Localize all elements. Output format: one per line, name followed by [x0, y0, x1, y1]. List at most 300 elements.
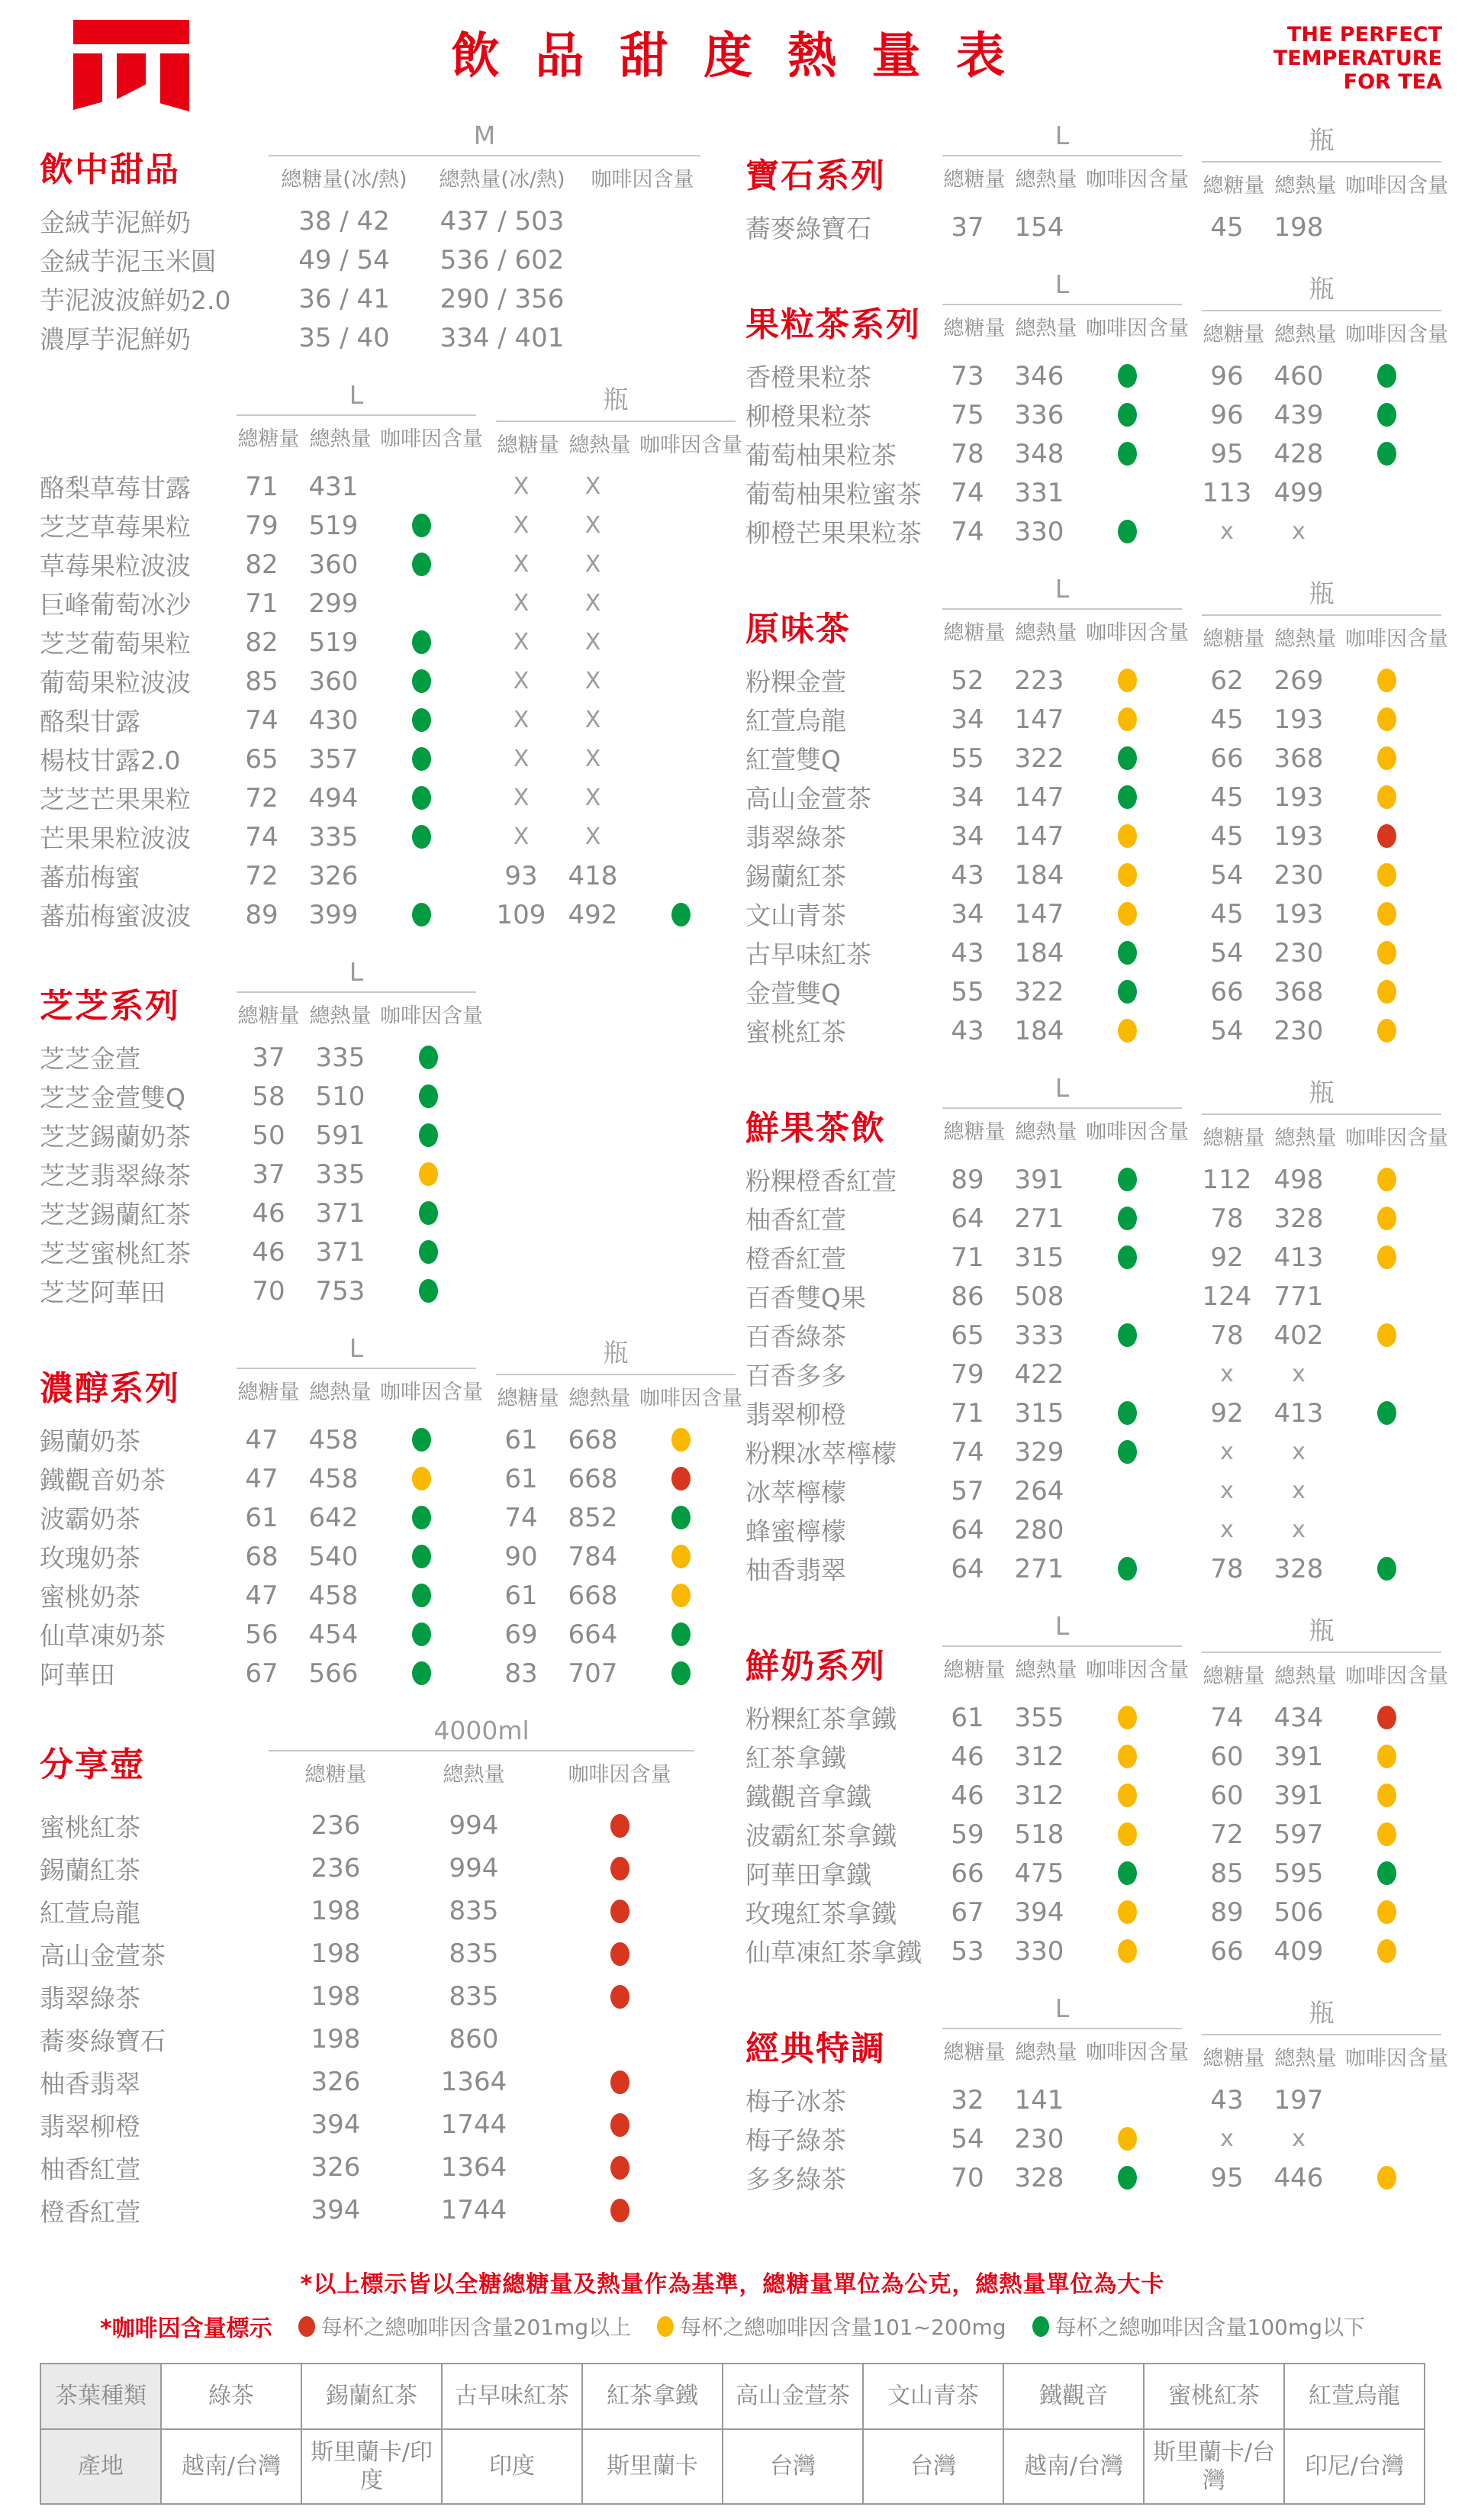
size-group-headers [237, 957, 483, 1029]
calorie-value: 454 [308, 1619, 359, 1650]
calorie-value: 510 [315, 1081, 365, 1112]
section-fresh-fruit-tea [745, 1073, 1448, 1588]
caffeine-legend [0, 2309, 1465, 2343]
caffeine-dot-yellow [1377, 707, 1396, 731]
sugar-value: 61 [245, 1502, 279, 1533]
sugar-value: 55 [951, 743, 984, 774]
caffeine-dot-yellow [1118, 2127, 1137, 2151]
sugar-value: X [513, 823, 530, 850]
caffeine-dot-red [610, 1857, 629, 1880]
table-row [40, 2146, 729, 2189]
calorie-value: 230 [1273, 937, 1324, 968]
caffeine-cell [1079, 1440, 1175, 1464]
value-group [489, 668, 729, 694]
section-rows [745, 661, 1434, 1050]
sugar-value: 54 [1210, 937, 1244, 968]
section-header [40, 1716, 729, 1787]
table-row [40, 1537, 729, 1576]
caffeine-dot-yellow [1377, 1745, 1396, 1768]
calorie-value: 290 / 356 [440, 283, 565, 314]
value-group [1195, 977, 1434, 1007]
sugar-value: 95 [1210, 438, 1244, 469]
tea-type-cell: 綠茶 [161, 2364, 301, 2429]
calorie-value: 668 [568, 1580, 618, 1611]
value-group [230, 900, 469, 930]
drink-name: 紅萱烏龍 [745, 706, 846, 736]
value-group [230, 588, 469, 619]
caffeine-dot-red [298, 2316, 315, 2337]
tea-type-cell: 鐵觀音 [1003, 2364, 1144, 2429]
caffeine-cell [380, 1279, 476, 1303]
drink-name: 蕃茄梅蜜波波 [40, 901, 191, 931]
section-header [745, 269, 1448, 347]
sugar-value: 64 [951, 1203, 984, 1234]
column-header: 總熱量 [1274, 2047, 1337, 2070]
caffeine-cell [373, 669, 469, 693]
column-header: 總糖量 [943, 1120, 1006, 1144]
value-group [935, 1437, 1175, 1468]
caffeine-cell [1079, 442, 1175, 466]
size-label: 瓶 [1202, 121, 1441, 163]
caffeine-dot-yellow [1377, 2166, 1396, 2190]
section-title: 寶石系列 [745, 156, 886, 195]
value-group [1195, 899, 1434, 930]
sugar-value: X [513, 785, 530, 811]
calorie-value: 322 [1014, 976, 1064, 1007]
caffeine-cell [545, 1814, 694, 1838]
sugar-value: 49 / 54 [298, 244, 390, 276]
section-title-box [745, 601, 942, 652]
calorie-value: 707 [568, 1658, 618, 1689]
section-fruit-tea-series [745, 269, 1448, 551]
sugar-value: 46 [252, 1197, 285, 1229]
column-header: 總糖量 [943, 2041, 1006, 2064]
column-headers [237, 999, 483, 1029]
table-row [745, 778, 1434, 817]
value-group [489, 1425, 729, 1455]
table-row [40, 740, 729, 778]
caffeine-dot-yellow [1377, 1168, 1396, 1191]
value-group [1195, 400, 1434, 430]
tea-type-cell: 紅萱烏龍 [1284, 2364, 1425, 2429]
sugar-value: 72 [1210, 1819, 1244, 1850]
sugar-value: x [1220, 1439, 1234, 1465]
calorie-value: 394 [1014, 1896, 1064, 1928]
drink-name: 翡翠柳橙 [40, 2111, 140, 2141]
caffeine-cell [1338, 1401, 1434, 1425]
drink-name: 蕃茄梅蜜 [40, 862, 140, 892]
size-group [1202, 1993, 1448, 2071]
caffeine-cell [633, 1623, 729, 1646]
column-header: 咖啡因含量 [639, 1387, 742, 1410]
calorie-value: 591 [315, 1120, 365, 1151]
caffeine-dot-yellow [1377, 785, 1396, 809]
size-group [1202, 269, 1448, 347]
caffeine-dot-yellow [1377, 746, 1396, 770]
drink-name: 錫蘭奶茶 [40, 1426, 140, 1456]
sugar-value: 73 [951, 360, 984, 392]
table-row [745, 894, 1434, 933]
column-header: 總糖量 [943, 1658, 1006, 1682]
calorie-value: 860 [449, 2024, 499, 2054]
caffeine-cell [1338, 442, 1434, 466]
sugar-value: 34 [951, 781, 984, 813]
origin-cell: 台灣 [723, 2429, 863, 2504]
value-group [935, 2124, 1175, 2154]
table-row [745, 1893, 1434, 1932]
section-rows [40, 467, 729, 934]
caffeine-dot-green [412, 514, 431, 537]
sugar-value: 35 / 40 [298, 322, 390, 353]
sugar-value: 45 [1210, 820, 1244, 852]
sugar-value: 64 [951, 1514, 984, 1545]
size-group [942, 121, 1189, 198]
sugar-value: 43 [951, 937, 984, 968]
legend-item [657, 2311, 1006, 2341]
sugar-value: 34 [951, 704, 984, 735]
content-columns [0, 121, 1465, 2254]
value-group [1195, 1242, 1434, 1273]
tea-type-row-label: 茶葉種類 [40, 2364, 161, 2429]
calorie-value: 198 [1273, 211, 1324, 243]
calorie-value: 460 [1273, 360, 1324, 392]
caffeine-dot-green [1118, 941, 1137, 965]
value-group [269, 1896, 694, 1926]
right-column [745, 121, 1448, 2220]
table-row [40, 1420, 729, 1459]
value-group [237, 1081, 476, 1112]
calorie-value: 391 [1014, 1164, 1064, 1195]
caffeine-cell [1079, 1822, 1175, 1846]
table-row [745, 817, 1434, 856]
sugar-value: 394 [311, 2195, 361, 2225]
value-group [935, 1897, 1175, 1928]
value-group [1195, 704, 1434, 735]
origin-cell: 越南/台灣 [161, 2429, 301, 2504]
caffeine-cell [1079, 707, 1175, 731]
drink-name: 鐵觀音拿鐵 [745, 1782, 871, 1812]
column-header: 咖啡因含量 [639, 433, 742, 457]
sugar-value: 82 [245, 549, 279, 580]
section-header [40, 380, 742, 458]
table-row [745, 1011, 1434, 1050]
origin-row-label: 產地 [40, 2429, 161, 2504]
sugar-value: 43 [951, 1015, 984, 1046]
calorie-value: 330 [1014, 1935, 1064, 1967]
size-group-headers [942, 1993, 1448, 2071]
caffeine-cell [1338, 1784, 1434, 1807]
caffeine-cell [380, 1162, 476, 1186]
tagline-line: THE PERFECT [1286, 23, 1442, 47]
drink-name: 錫蘭紅茶 [745, 862, 846, 891]
calorie-value: 184 [1014, 859, 1064, 891]
caffeine-cell [545, 2156, 694, 2180]
caffeine-cell [1338, 1557, 1434, 1581]
caffeine-cell [633, 1545, 729, 1568]
sugar-value: 112 [1202, 1164, 1252, 1195]
drink-name: 蕎麥綠寶石 [40, 2025, 166, 2056]
tea-origin-table-wrap [0, 2363, 1465, 2505]
sugar-value: 78 [1210, 1320, 1244, 1351]
section-fruit-specials [40, 380, 742, 934]
value-group [237, 1198, 476, 1229]
column-header: 總熱量 [1015, 2041, 1077, 2064]
table-row [40, 2189, 729, 2232]
value-group [489, 1464, 729, 1494]
calorie-value: 368 [1273, 743, 1324, 774]
calorie-value: 371 [315, 1236, 365, 1268]
calorie-value: x [1292, 518, 1306, 545]
value-group [1195, 212, 1434, 243]
calorie-value: X [584, 512, 601, 539]
sugar-value: X [513, 707, 530, 733]
caffeine-dot-green [419, 1084, 438, 1108]
value-group [237, 1276, 476, 1307]
drink-name: 文山青茶 [745, 901, 846, 930]
table-row [40, 1194, 729, 1233]
sugar-value: 78 [1210, 1553, 1244, 1584]
sugar-value: 62 [1210, 665, 1244, 696]
sugar-value: 109 [496, 899, 546, 930]
caffeine-cell [1079, 746, 1175, 770]
caffeine-dot-green [1118, 1401, 1137, 1425]
drink-name: 柳橙芒果果粒茶 [745, 518, 922, 548]
drink-name: 翡翠柳橙 [745, 1400, 846, 1429]
column-header: 總熱量 [1274, 1664, 1337, 1688]
drink-name: 多多綠茶 [745, 2164, 846, 2194]
size-label: 瓶 [496, 380, 736, 422]
column-header: 咖啡因含量 [380, 1381, 483, 1404]
caffeine-dot-green [1118, 746, 1137, 770]
caffeine-dot-green [412, 553, 431, 576]
section-title: 鮮果茶飲 [745, 1109, 886, 1148]
sugar-value: x [1220, 1478, 1234, 1504]
caffeine-cell [1338, 980, 1434, 1004]
value-group [1195, 439, 1434, 469]
size-group [942, 269, 1189, 347]
caffeine-dot-yellow [1118, 1745, 1137, 1768]
table-row [40, 318, 729, 357]
value-group [489, 1658, 729, 1689]
drink-name: 紅萱雙Q [745, 745, 841, 775]
sugar-value: 113 [1202, 477, 1252, 508]
drink-name: 錫蘭紅茶 [40, 1855, 140, 1885]
sugar-value: 60 [1210, 1741, 1244, 1772]
calorie-value: 784 [568, 1541, 618, 1572]
calorie-value: 494 [308, 782, 359, 814]
caffeine-dot-red [610, 2156, 629, 2180]
caffeine-cell [1079, 1939, 1175, 1963]
caffeine-dot-green [419, 1240, 438, 1264]
tea-type-cell: 高山金萱茶 [723, 2364, 863, 2429]
caffeine-cell [1338, 669, 1434, 692]
table-row [40, 2061, 729, 2103]
calorie-value: 184 [1014, 937, 1064, 968]
caffeine-dot-green [1377, 1557, 1396, 1581]
caffeine-dot-yellow [671, 1584, 691, 1607]
column-headers [942, 1115, 1189, 1145]
calorie-value: 430 [308, 704, 359, 736]
caffeine-dot-yellow [1377, 980, 1396, 1004]
caffeine-dot-green [1118, 520, 1137, 543]
drink-name: 粉粿金萱 [745, 667, 846, 697]
caffeine-cell [373, 825, 469, 849]
section-title: 果粒茶系列 [745, 305, 921, 344]
size-label: L [942, 269, 1182, 305]
calorie-value: 753 [315, 1275, 365, 1307]
calorie-value: 147 [1014, 781, 1064, 813]
value-group [1195, 1554, 1434, 1584]
sugar-value: 71 [951, 1242, 984, 1273]
caffeine-cell [1338, 941, 1434, 965]
value-group [230, 744, 469, 775]
calorie-value: 230 [1014, 2123, 1064, 2154]
value-group [230, 1425, 469, 1455]
calorie-value: 413 [1273, 1242, 1324, 1273]
value-group [935, 704, 1175, 735]
caffeine-dot-green [412, 1623, 431, 1646]
column-header: 咖啡因含量 [1086, 2041, 1189, 2064]
caffeine-dot-green [412, 1661, 431, 1685]
section-title: 鮮奶系列 [745, 1647, 886, 1686]
calorie-value: 326 [308, 860, 359, 891]
caffeine-cell [380, 1084, 476, 1108]
table-row [40, 1271, 729, 1310]
section-title: 分享壺 [40, 1745, 145, 1784]
drink-name: 蕎麥綠寶石 [745, 214, 871, 243]
sugar-value: 55 [951, 976, 984, 1007]
sugar-value: 43 [1210, 2084, 1244, 2116]
size-label: 瓶 [1202, 1073, 1441, 1115]
drink-name: 酪梨草莓甘露 [40, 473, 191, 503]
caffeine-cell [373, 553, 469, 576]
origin-cell: 印度 [442, 2429, 582, 2504]
column-header: 咖啡因含量 [380, 427, 483, 451]
value-group [230, 472, 469, 502]
caffeine-cell [1079, 669, 1175, 692]
size-label: L [942, 121, 1182, 156]
table-row [40, 1932, 729, 1975]
drink-name: 芝芝錫蘭奶茶 [40, 1122, 191, 1152]
caffeine-dot-green [1377, 1401, 1396, 1425]
caffeine-dot-red [671, 1467, 691, 1490]
table-row [40, 2103, 729, 2146]
logo-top-bar [73, 20, 189, 44]
origin-cell: 印尼/台灣 [1284, 2429, 1425, 2504]
sugar-value: 72 [245, 860, 279, 891]
origin-cell: 台灣 [863, 2429, 1003, 2504]
sugar-calorie-note: *以上標示皆以全糖總糖量及熱量作為基準，總糖量單位為公克，總熱量單位為大卡 [300, 2271, 1165, 2298]
sugar-value: 95 [1210, 2162, 1244, 2193]
caffeine-cell [373, 1661, 469, 1685]
table-row [40, 1233, 729, 1271]
table-row [40, 584, 729, 623]
value-group [935, 1398, 1175, 1429]
caffeine-cell [1338, 902, 1434, 926]
caffeine-cell [1079, 941, 1175, 965]
value-group [1195, 478, 1434, 508]
drink-name: 紅茶拿鐵 [745, 1743, 846, 1773]
caffeine-cell [1338, 364, 1434, 388]
table-row [745, 1394, 1434, 1432]
table-row [40, 895, 729, 934]
sugar-value: 74 [951, 1436, 984, 1468]
sugar-value: 37 [951, 211, 984, 243]
calorie-value: 437 / 503 [440, 205, 565, 237]
value-group [1195, 1936, 1434, 1967]
table-row [40, 856, 729, 895]
caffeine-dot-red [610, 2113, 629, 2137]
caffeine-dot-green [1118, 442, 1137, 466]
calorie-value: 312 [1014, 1780, 1064, 1811]
section-title-box [745, 1639, 942, 1689]
column-headers [496, 1381, 742, 1411]
sugar-value: 65 [951, 1320, 984, 1351]
column-header: 咖啡因含量 [1086, 1120, 1189, 1144]
sugar-value: 32 [951, 2084, 984, 2116]
column-header: 總熱量 [1015, 621, 1077, 645]
table-row [40, 1975, 729, 2018]
drink-name: 阿華田 [40, 1660, 115, 1690]
caffeine-dot-green [412, 825, 431, 849]
value-group [1195, 1204, 1434, 1234]
caffeine-dot-yellow [1118, 1939, 1137, 1963]
table-row [745, 1737, 1434, 1776]
caffeine-cell [1079, 824, 1175, 848]
caffeine-cell [545, 1985, 694, 2009]
value-group [935, 212, 1175, 243]
sugar-value: X [513, 551, 530, 578]
calorie-value: 402 [1273, 1320, 1324, 1351]
caffeine-dot-yellow [1118, 1822, 1137, 1846]
caffeine-dot-green [671, 903, 691, 926]
caffeine-cell [1338, 863, 1434, 887]
calorie-value: 331 [1014, 477, 1064, 508]
drink-name: 香橙果粒茶 [745, 363, 871, 392]
sugar-value: 59 [951, 1819, 984, 1850]
calorie-value: 335 [308, 821, 359, 852]
calorie-value: 540 [308, 1541, 359, 1572]
value-group [1195, 1780, 1434, 1811]
drink-name: 玫瑰紅茶拿鐵 [745, 1899, 897, 1929]
size-label: L [237, 1333, 476, 1369]
calorie-value: 994 [449, 1853, 499, 1884]
value-group [489, 900, 729, 930]
caffeine-cell [1079, 1168, 1175, 1191]
calorie-value: x [1292, 2125, 1306, 2152]
calorie-value: 458 [308, 1463, 359, 1494]
calorie-value: 642 [308, 1502, 359, 1533]
drink-name: 粉粿橙香紅萱 [745, 1166, 897, 1196]
tea-type-cell: 紅茶拿鐵 [582, 2364, 723, 2429]
table-row [40, 1654, 729, 1693]
sugar-value: 74 [1210, 1702, 1244, 1733]
sugar-value: X [513, 473, 530, 500]
column-header: 總熱量 [309, 427, 372, 451]
origin-row [40, 2429, 1425, 2504]
table-row [745, 1316, 1434, 1355]
value-group [935, 782, 1175, 813]
value-group [1195, 2163, 1434, 2193]
section-rows [745, 356, 1434, 551]
caffeine-dot-yellow [419, 1162, 438, 1186]
table-row [40, 279, 729, 318]
caffeine-cell [633, 1661, 729, 1685]
origin-cell: 斯里蘭卡 [582, 2429, 723, 2504]
size-group [1202, 574, 1448, 652]
caffeine-cell [1079, 1245, 1175, 1269]
value-group [237, 1237, 476, 1268]
